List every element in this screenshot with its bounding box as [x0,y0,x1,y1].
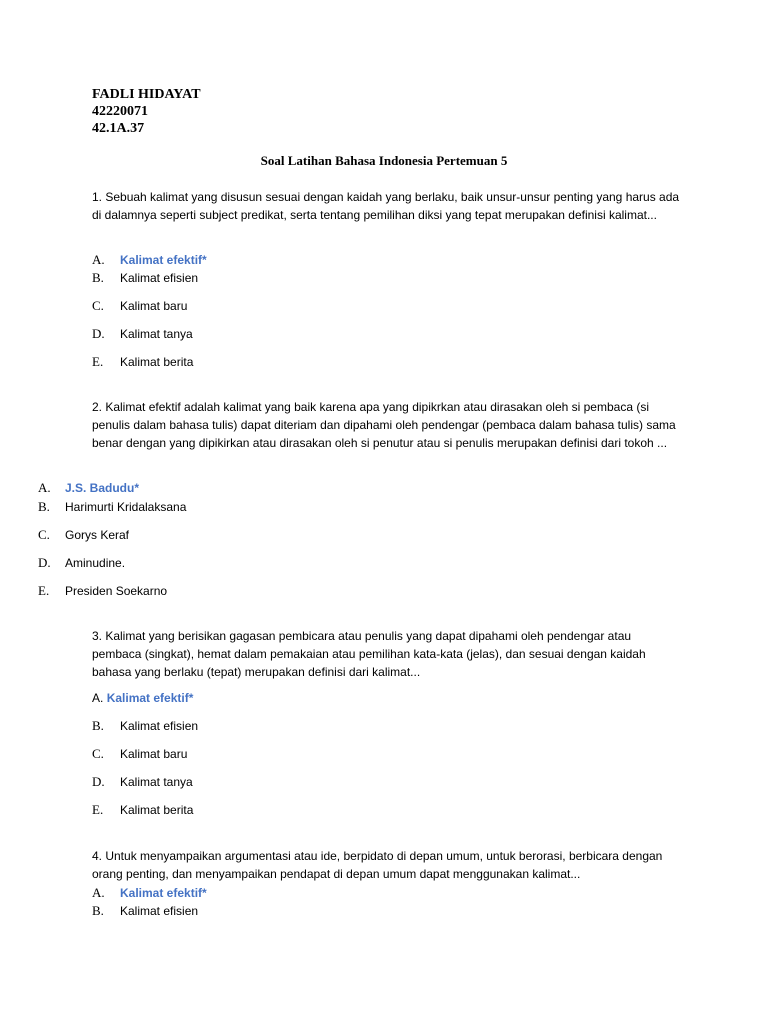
option-text: Kalimat efisien [120,271,199,285]
student-class: 42.1A.37 [92,121,145,136]
option-letter: E. [92,354,104,369]
option-letter: B. [92,903,104,918]
option-letter: A. [92,691,104,705]
student-name: FADLI HIDAYAT [92,87,201,102]
option-letter: A. [38,480,51,495]
option-text: Aminudine. [65,556,126,570]
option-text: Kalimat tanya [120,327,193,341]
option-text: Kalimat efektif* [120,253,207,267]
option-letter: D. [92,774,105,789]
option-letter: A. [92,885,105,900]
option-text: Kalimat efisien [120,719,199,733]
option-letter: E. [38,583,50,598]
option-text: Kalimat efektif* [106,691,194,705]
option-letter: C. [92,746,104,761]
question-4-text: 4. Untuk menyampaikan argumentasi atau ide, berpidato di depan umum, untuk berorasi, berbicara dengan orang penting, dan menyampaikan pendapat di depan umum dapat menggunakan kalimat... [92,849,663,881]
option-text: Kalimat efisien [120,904,199,918]
option-text: Kalimat berita [120,355,194,369]
question-2-text: 2. Kalimat efektif adalah kalimat yang baik karena apa yang dipikrkan atau dirasakan oleh si pembaca (si penulis dalam bahasa tulis) dapat diteriam dan dipahami oleh pendengar (pembaca dalam bahasa tulis) sama benar dengan yang dipikirkan atau dirasakan oleh si penutur atau si penulis merupakan definisi dari tokoh ... [92,400,676,450]
option-letter: C. [38,527,50,542]
option-letter: B. [92,270,104,285]
option-letter: D. [92,326,105,341]
option-text: Harimurti Kridalaksana [65,500,187,514]
option-letter: B. [92,718,104,733]
option-text: Kalimat efektif* [120,886,207,900]
option-letter: B. [38,499,50,514]
option-text: Kalimat berita [120,803,194,817]
student-nim: 42220071 [92,104,148,119]
document-title: Soal Latihan Bahasa Indonesia Pertemuan 5 [260,153,508,168]
option-text: J.S. Badudu* [65,481,140,495]
option-letter: C. [92,298,104,313]
option-text: Presiden Soekarno [65,584,168,598]
option-text: Gorys Keraf [65,528,130,542]
option-letter: D. [38,555,51,570]
option-letter: A. [92,252,105,267]
option-letter: E. [92,802,104,817]
option-text: Kalimat baru [120,299,188,313]
option-text: Kalimat tanya [120,775,193,789]
question-3-text: 3. Kalimat yang berisikan gagasan pembicara atau penulis yang dapat dipahami oleh pendengar atau pembaca (singkat), hemat dalam pemakaian atau pemilihan kata-kata (jelas), dan sesuai dengan kaidah bahasa yang berlaku (tepat) merupakan definisi dari kalimat... [92,629,646,679]
question-1-text: 1. Sebuah kalimat yang disusun sesuai dengan kaidah yang berlaku, baik unsur-unsur penting yang harus ada di dalamnya seperti subject predikat, serta tentang pemilihan diksi yang tepat merupakan definisi kalimat... [92,190,680,222]
q3-option-a [92,689,193,707]
option-text: Kalimat baru [120,747,188,761]
